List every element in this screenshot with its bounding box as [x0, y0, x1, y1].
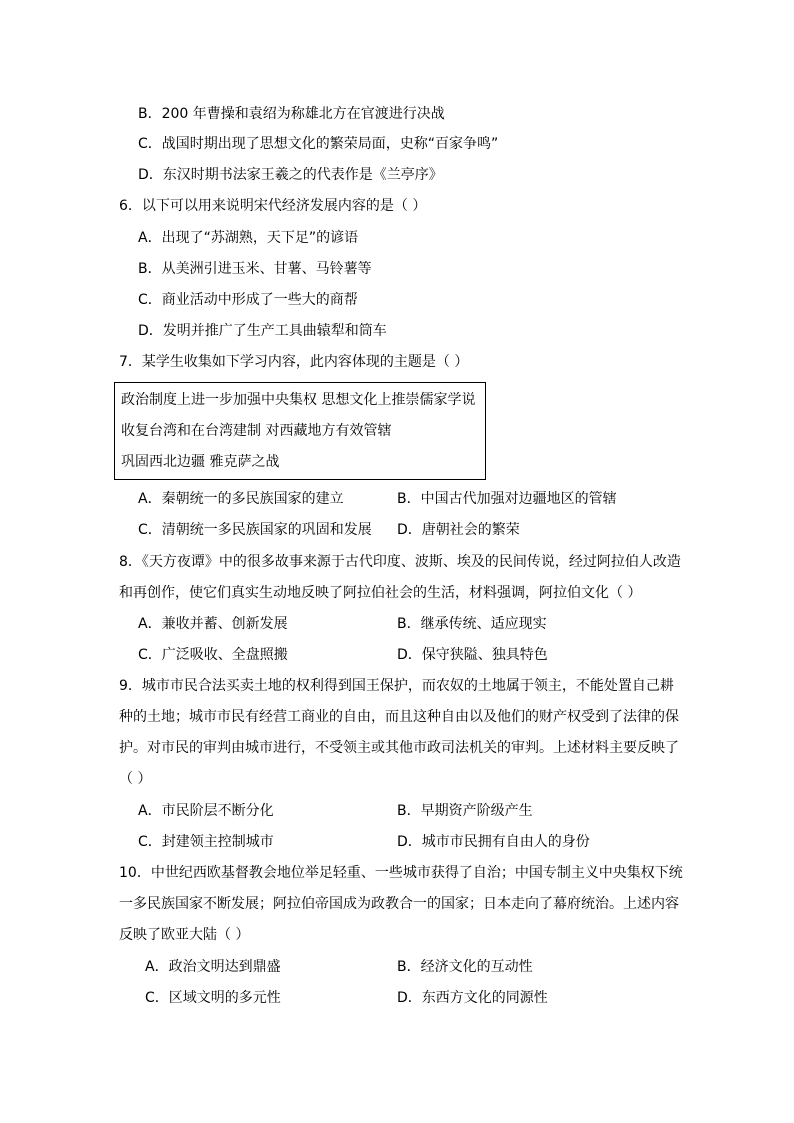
q10-option-b: B．经济文化的互动性: [397, 959, 533, 975]
q5-option-d: D．东汉时期书法家王羲之的代表作是《兰亭序》: [138, 167, 443, 183]
q9-stem-line-3: 护。对市民的审判由城市进行，不受领主或其他市政司法机关的审判。上述材料主要反映了: [119, 740, 679, 756]
q7-box-line-2: 收复台湾和在台湾建制 对西藏地方有效管辖: [121, 423, 392, 439]
q5-option-c: C．战国时期出现了思想文化的繁荣局面，史称“百家争鸣”: [138, 136, 499, 152]
q10-option-c: C．区域文明的多元性: [145, 990, 281, 1006]
q7-option-a: A．秦朝统一的多民族国家的建立: [138, 491, 344, 507]
q9-option-d: D．城市市民拥有自由人的身份: [397, 834, 590, 850]
q6-option-a: A．出现了“苏湖熟，天下足”的谚语: [138, 230, 359, 246]
q8-stem-line-2: 和再创作，使它们真实生动地反映了阿拉伯社会的生活，材料强调，阿拉伯文化（ ）: [119, 585, 642, 601]
q8-option-c: C．广泛吸收、全盘照搬: [138, 647, 288, 663]
q10-stem-line-3: 反映了欧亚大陆（ ）: [119, 927, 250, 943]
q6-option-b: B．从美洲引进玉米、甘薯、马铃薯等: [138, 261, 372, 277]
q8-option-d: D．保守狭隘、独具特色: [397, 647, 548, 663]
q8-stem-line-1: 8．《天方夜谭》中的很多故事来源于古代印度、波斯、埃及的民间传说，经过阿拉伯人改造: [119, 554, 681, 570]
q6-option-d: D．发明并推广了生产工具曲辕犁和筒车: [138, 323, 387, 339]
q7-option-b: B．中国古代加强对边疆地区的管辖: [397, 491, 617, 507]
q7-material-box: [114, 382, 486, 480]
q7-option-c: C．清朝统一多民族国家的巩固和发展: [138, 522, 372, 538]
q7-option-d: D．唐朝社会的繁荣: [397, 522, 520, 538]
q9-stem-line-1: 9．城市市民合法买卖土地的权利得到国王保护，而农奴的土地属于领主，不能处置自己耕: [119, 678, 674, 694]
q6-stem: 6．以下可以用来说明宋代经济发展内容的是（ ）: [119, 198, 427, 214]
q9-stem-line-4: （ ）: [119, 771, 152, 787]
q8-option-a: A．兼收并蓄、创新发展: [138, 616, 288, 632]
q7-stem: 7．某学生收集如下学习内容，此内容体现的主题是（ ）: [119, 354, 469, 370]
q8-option-b: B．继承传统、适应现实: [397, 616, 547, 632]
q7-box-line-3: 巩固西北边疆 雅克萨之战: [121, 454, 280, 470]
q7-box-line-1: 政治制度上进一步加强中央集权 思想文化上推崇儒家学说: [121, 392, 476, 408]
q9-option-b: B．早期资产阶级产生: [397, 803, 533, 819]
q10-option-a: A．政治文明达到鼎盛: [145, 959, 281, 975]
q6-option-c: C．商业活动中形成了一些大的商帮: [138, 292, 358, 308]
q10-option-d: D．东西方文化的同源性: [397, 990, 548, 1006]
q9-option-c: C．封建领主控制城市: [138, 834, 274, 850]
q10-stem-line-1: 10．中世纪西欧基督教会地位举足轻重、一些城市获得了自治；中国专制主义中央集权下统: [119, 865, 683, 881]
q10-stem-line-2: 一多民族国家不断发展；阿拉伯帝国成为政教合一的国家；日本走向了幕府统治。上述内容: [119, 896, 679, 912]
q9-option-a: A．市民阶层不断分化: [138, 803, 274, 819]
q5-option-b: B．200 年曹操和袁绍为称雄北方在官渡进行决战: [138, 106, 445, 122]
q9-stem-line-2: 种的土地；城市市民有经营工商业的自由，而且这种自由以及他们的财产权受到了法律的保: [119, 709, 679, 725]
